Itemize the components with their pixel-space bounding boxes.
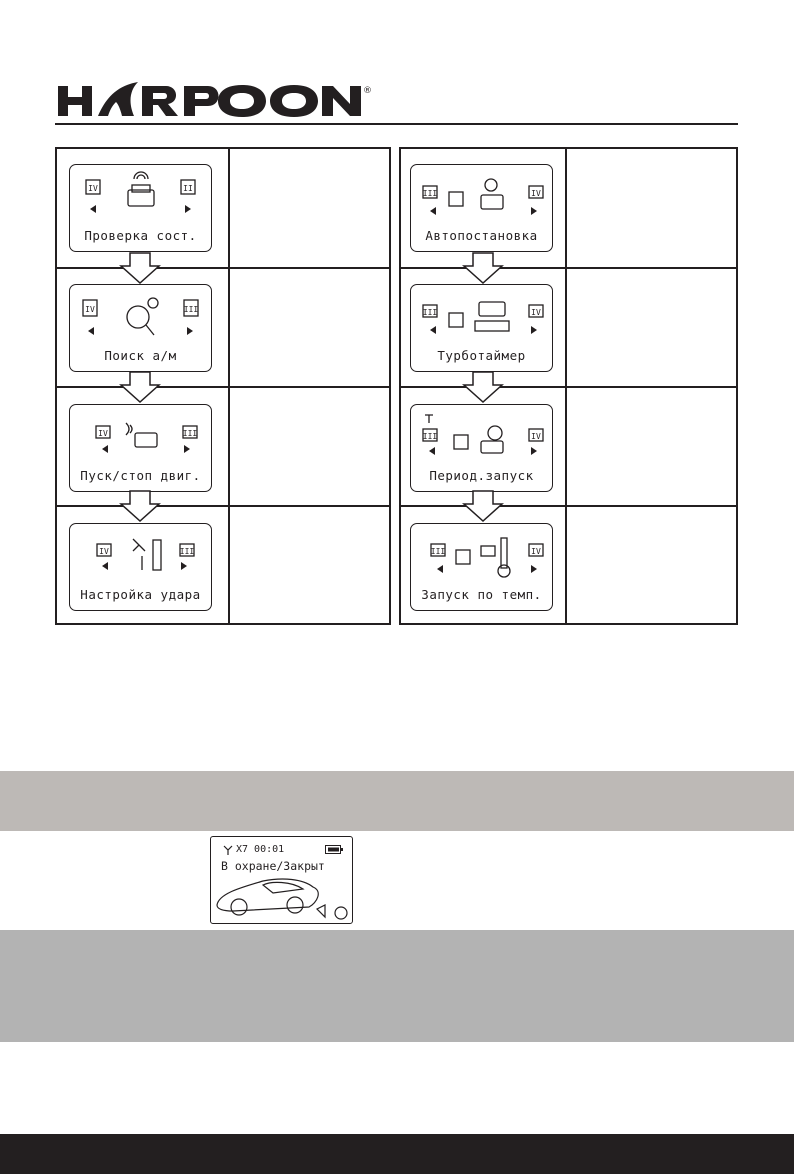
tag-right: IV — [531, 547, 541, 556]
menu-label: Проверка сост. — [84, 228, 197, 243]
flow-arrow-down-icon — [119, 252, 161, 284]
lcd-screen-turbo-timer — [410, 284, 553, 372]
tag-right: III — [182, 429, 198, 438]
menu-label: Настройка удара — [80, 587, 201, 602]
lcd-screen-shock-setup — [69, 523, 212, 611]
lcd-screen-status-check — [69, 164, 212, 252]
tag-right: III — [183, 305, 199, 314]
tag-left: IV — [99, 547, 109, 556]
gray-band-middle — [0, 930, 794, 1042]
battery-icon — [325, 845, 343, 854]
menu-label: Запуск по темп. — [421, 587, 542, 602]
harpoon-logo — [56, 80, 386, 120]
menu-label: Период.запуск — [429, 468, 534, 483]
antenna-icon — [223, 845, 233, 855]
menu-label: Автопостановка — [425, 228, 538, 243]
gray-band-top — [0, 771, 794, 831]
lcd-screen-engine-start — [69, 404, 212, 492]
header-rule — [55, 123, 738, 125]
tag-left: IV — [85, 305, 95, 314]
flow-arrow-down-icon — [462, 490, 504, 522]
registered-mark: ® — [363, 86, 372, 96]
tag-left: IV — [88, 184, 98, 193]
flow-arrow-down-icon — [119, 490, 161, 522]
menu-panel-left — [55, 147, 391, 625]
flow-arrow-down-icon — [119, 371, 161, 403]
flow-arrow-down-icon — [462, 371, 504, 403]
tag-left: III — [430, 547, 446, 556]
status-state-line: В охране/Закрыт — [221, 859, 325, 873]
tag-left: III — [422, 432, 438, 441]
lcd-screen-periodic-start — [410, 404, 553, 492]
tag-left: III — [422, 189, 438, 198]
status-time-line: X7 00:01 — [236, 844, 285, 855]
tag-right: IV — [531, 432, 541, 441]
tag-right: II — [183, 184, 193, 193]
lcd-screen-armed-status — [210, 836, 353, 924]
menu-label: Поиск а/м — [104, 348, 177, 363]
tag-right: III — [179, 547, 195, 556]
car-silhouette-icon — [213, 873, 351, 923]
lcd-screen-temperature-start — [410, 523, 553, 611]
menu-label: Турботаймер — [437, 348, 526, 363]
flow-arrow-down-icon — [462, 252, 504, 284]
lcd-screen-car-search — [69, 284, 212, 372]
lcd-screen-auto-arm — [410, 164, 553, 252]
tag-left: IV — [98, 429, 108, 438]
tag-left: III — [422, 308, 438, 317]
footer-band — [0, 1134, 794, 1174]
menu-panel-right — [399, 147, 738, 625]
tag-right: IV — [531, 308, 541, 317]
tag-right: IV — [531, 189, 541, 198]
menu-label: Пуск/стоп двиг. — [80, 468, 201, 483]
